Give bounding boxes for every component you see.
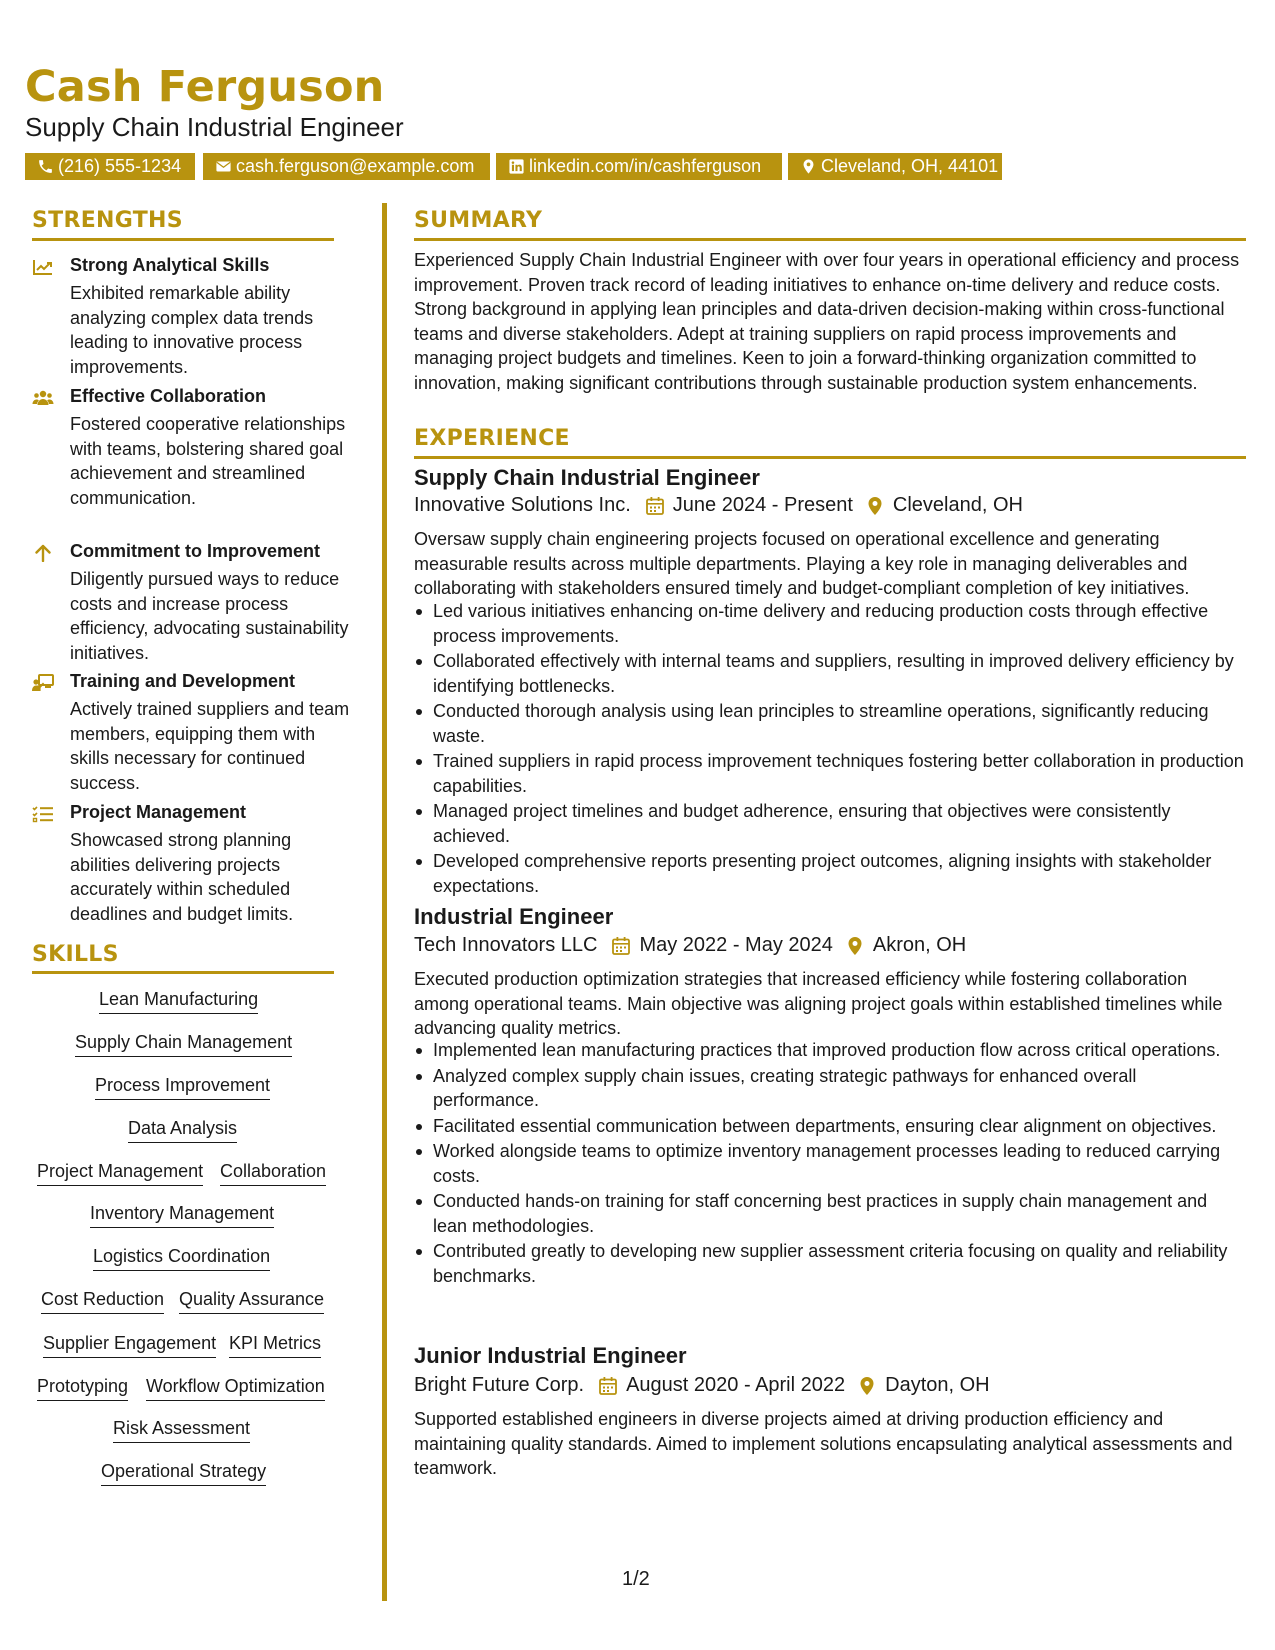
strength-text: Showcased strong planning abilities delivering projects accurately within scheduled deadlines and budget limits. <box>70 830 294 924</box>
bullet-item: Developed comprehensive reports presenting project outcomes, aligning insights with stakeholder expectations. <box>414 849 1246 898</box>
bullet-item: Worked alongside teams to optimize inventory management processes leading to reduced carrying costs. <box>414 1139 1246 1188</box>
skill-tag: Operational Strategy <box>101 1460 266 1486</box>
strength-title: Training and Development <box>70 671 296 691</box>
skill-tag: Project Management <box>37 1160 203 1186</box>
bullet-item: Facilitated essential communication between departments, ensuring clear alignment on objectives. <box>414 1114 1246 1139</box>
skill-tag: Data Analysis <box>128 1117 237 1143</box>
page-number: 1/2 <box>622 1568 650 1590</box>
job-bullets <box>414 599 1246 899</box>
skill-tag: Logistics Coordination <box>93 1245 270 1271</box>
job-company: Bright Future Corp. <box>414 1374 585 1396</box>
bullet-item: Conducted thorough analysis using lean principles to streamline operations, significantly reducing waste. <box>414 699 1246 748</box>
skill-tag: Lean Manufacturing <box>99 988 258 1014</box>
map-pin-icon <box>800 158 817 175</box>
contact-email-text: cash.ferguson@example.com <box>236 156 475 176</box>
job-company: Innovative Solutions Inc. <box>414 494 631 516</box>
job-location: Akron, OH <box>872 934 967 956</box>
bullet-item: Led various initiatives enhancing on-time delivery and reducing production costs through effective process improvements. <box>414 599 1246 648</box>
contact-phone[interactable] <box>25 153 195 180</box>
skill-tag: Process Improvement <box>95 1074 270 1100</box>
candidate-title: Supply Chain Industrial Engineer <box>25 112 404 142</box>
strengths-heading: STRENGTHS <box>32 208 183 233</box>
job-bullets <box>414 1038 1246 1289</box>
skill-tag: Supplier Engagement <box>43 1332 216 1358</box>
job-meta <box>414 1374 990 1397</box>
users-icon <box>32 389 54 407</box>
bullet-item: Trained suppliers in rapid process improvement techniques fostering better collaboration in production capabilities. <box>414 749 1246 798</box>
strength-text: Exhibited remarkable ability analyzing complex data trends leading to innovative process improvements. <box>70 283 314 377</box>
job-description: Oversaw supply chain engineering projects focused on operational excellence and generating measurable results across multiple departments. Playing a key role in managing deliverables and collaborating with stakeholders ensured timely and budget-compliant completion of key initiatives. <box>414 529 1190 598</box>
contact-email[interactable] <box>203 153 490 180</box>
summary-rule <box>414 238 1246 241</box>
strength-text: Actively trained suppliers and team members, equipping them with skills necessary for continued success. <box>70 699 350 793</box>
skill-tag: Collaboration <box>220 1160 326 1186</box>
job-location: Dayton, OH <box>885 1374 990 1396</box>
contact-linkedin[interactable] <box>496 153 782 180</box>
skills-rule <box>32 971 334 974</box>
job-dates: May 2022 - May 2024 <box>639 934 833 956</box>
column-divider <box>382 203 387 1601</box>
strengths-rule <box>32 238 334 241</box>
job-title: Industrial Engineer <box>414 904 614 929</box>
skill-tag: Cost Reduction <box>41 1288 164 1314</box>
skill-tag: Supply Chain Management <box>75 1031 292 1057</box>
skills-heading: SKILLS <box>32 942 119 967</box>
map-pin-icon <box>857 1376 877 1396</box>
calendar-icon <box>645 496 665 516</box>
job-title: Supply Chain Industrial Engineer <box>414 465 760 490</box>
strength-title: Commitment to Improvement <box>70 541 321 561</box>
map-pin-icon <box>865 496 885 516</box>
skill-tag: Prototyping <box>37 1375 128 1401</box>
summary-heading: SUMMARY <box>414 208 543 233</box>
bullet-item: Analyzed complex supply chain issues, creating strategic pathways for enhanced overall performance. <box>414 1064 1246 1113</box>
job-location: Cleveland, OH <box>892 494 1023 516</box>
contact-linkedin-text: linkedin.com/in/cashferguson <box>529 156 762 176</box>
chart-line-icon <box>32 258 54 276</box>
calendar-icon <box>611 936 631 956</box>
job-company: Tech Innovators LLC <box>414 934 598 956</box>
skill-tag: Workflow Optimization <box>146 1375 325 1401</box>
bullet-item: Collaborated effectively with internal teams and suppliers, resulting in improved delivery efficiency by identifying bottlenecks. <box>414 649 1246 698</box>
job-dates: August 2020 - April 2022 <box>626 1374 846 1396</box>
summary-text: Experienced Supply Chain Industrial Engineer with over four years in operational efficiency and process improvement. Proven track record of leading initiatives to enhance on-time delivery and reduce costs. Strong background in applying lean principles and data-driven decision-making within cross-functional teams and diverse stakeholders. Adept at training suppliers on rapid process improvements and managing project budgets and timelines. Keen to join a forward-thinking organization committed to innovation, making significant contributions through sustainable production system enhancements. <box>414 250 1240 393</box>
arrow-up-icon <box>32 544 54 562</box>
bullet-item: Implemented lean manufacturing practices that improved production flow across critical operations. <box>414 1038 1246 1063</box>
job-description: Executed production optimization strategies that increased efficiency while fostering collaboration among operational teams. Main objective was aligning project goals within established timelines while advancing quality metrics. <box>414 969 1223 1038</box>
job-description: Supported established engineers in diverse projects aimed at driving production efficiency and maintaining quality standards. Aimed to implement solutions encapsulating analytical assessments and teamwork. <box>414 1409 1233 1478</box>
map-pin-icon <box>845 936 865 956</box>
linkedin-icon <box>508 158 525 175</box>
list-check-icon <box>32 805 54 823</box>
candidate-name: Cash Ferguson <box>25 62 385 112</box>
job-meta <box>414 494 1023 517</box>
chalkboard-teacher-icon <box>32 674 54 692</box>
phone-icon <box>37 158 54 175</box>
bullet-item: Contributed greatly to developing new supplier assessment criteria focusing on quality and reliability benchmarks. <box>414 1239 1246 1288</box>
job-dates: June 2024 - Present <box>672 494 853 516</box>
bullet-item: Managed project timelines and budget adherence, ensuring that objectives were consistently achieved. <box>414 799 1246 848</box>
skill-tag: Risk Assessment <box>113 1417 250 1443</box>
contact-phone-text: (216) 555-1234 <box>58 156 182 176</box>
job-meta <box>414 934 966 957</box>
bullet-item: Conducted hands-on training for staff concerning best practices in supply chain management and lean methodologies. <box>414 1189 1246 1238</box>
experience-rule <box>414 456 1246 459</box>
calendar-icon <box>598 1376 618 1396</box>
skill-tag: KPI Metrics <box>229 1332 321 1358</box>
envelope-icon <box>215 158 232 175</box>
strength-title: Effective Collaboration <box>70 386 267 406</box>
strength-text: Fostered cooperative relationships with teams, bolstering shared goal achievement and streamlined communication. <box>70 414 346 508</box>
experience-heading: EXPERIENCE <box>414 426 570 451</box>
contact-location[interactable] <box>788 153 1002 180</box>
skill-tag: Inventory Management <box>90 1202 274 1228</box>
strength-title: Project Management <box>70 802 247 822</box>
skill-tag: Quality Assurance <box>179 1288 324 1314</box>
contact-location-text: Cleveland, OH, 44101 <box>821 156 999 176</box>
job-title: Junior Industrial Engineer <box>414 1343 687 1368</box>
strength-title: Strong Analytical Skills <box>70 255 270 275</box>
strength-text: Diligently pursued ways to reduce costs and increase process efficiency, advocating sustainability initiatives. <box>70 569 349 663</box>
